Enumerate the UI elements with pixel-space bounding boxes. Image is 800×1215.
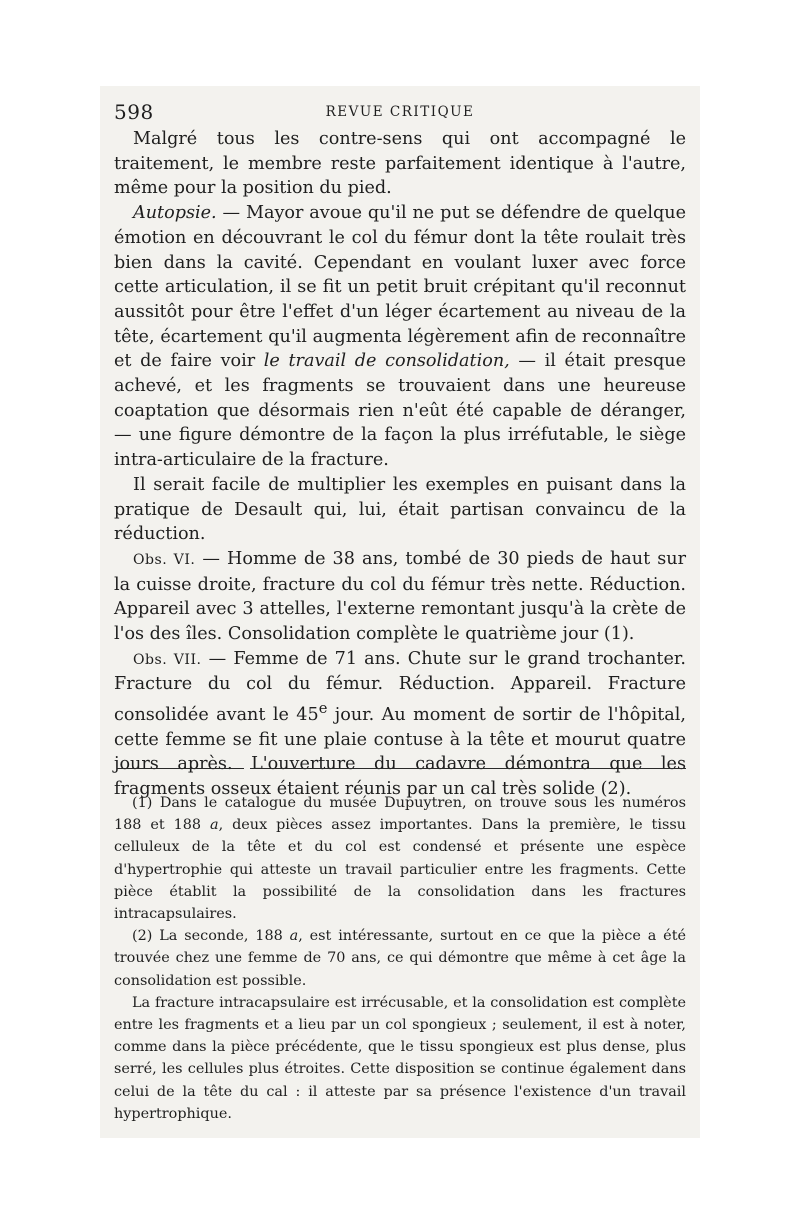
page-header — [114, 100, 686, 126]
observation-vii: Obs. VII. — Femme de 71 ans. Chute sur le grand trochanter. Fracture du col du fémur. Réduction. Appareil. Fracture consolidée avant le 45e jour. Au moment de sortir de l'hôpital, cette femme se fit une plaie contuse à la tête et mourut quatre jours après. L'ouverture du cadavre démontra que les fragments osseux étaient réunis par un cal très solide (2). — [114, 648, 687, 800]
footnote-rule-long — [250, 768, 686, 769]
obs-vii-label: Obs. VII. — [133, 651, 202, 668]
autopsie-label: Autopsie. — [133, 203, 217, 224]
main-text — [114, 127, 686, 802]
paragraph-desault: Il serait facile de multiplier les exemples en puisant dans la pratique de Desault qui, lui, était partisan convaincu de la réduction. — [114, 474, 686, 545]
footnotes — [114, 792, 686, 1125]
footnote-1: (1) Dans le catalogue du musée Dupuytren, on trouve sous les numéros 188 et 188 a, deux pièces assez importantes. Dans la première, le tissu celluleux de la tête et du col est condensé et présente une espèce d'hypertrophie qui atteste un travail particulier entre les fragments. Cette pièce établit la possibilité de la consolidation dans les fractures intracapsulaires. — [114, 795, 686, 923]
running-title: REVUE CRITIQUE — [325, 104, 475, 120]
page-number: 598 — [114, 100, 154, 124]
observation-vi: Obs. VI. — Homme de 38 ans, tombé de 30 pieds de haut sur la cuisse droite, fracture du col du fémur très nette. Réduction. Appareil avec 3 attelles, l'externe remontant jusqu'à la crète de l'os des îles. Consolidation complète le quatrième jour (1). — [114, 548, 687, 645]
footnote-2: (2) La seconde, 188 a, est intéressante, surtout en ce que la pièce a été trouvée chez une femme de 70 ans, ce qui démontre que même à cet âge la consolidation est possible. — [114, 928, 686, 989]
italic-phrase: le travail de consolidation, — [263, 351, 510, 372]
paragraph-autopsie: Autopsie. — Mayor avoue qu'il ne put se défendre de quelque émotion en découvrant le col du fémur dont la tête roulait très bien dans la cavité. Cependant en voulant luxer avec force cette articulation, il se fit un petit bruit crépitant qu'il reconnut aussitôt pour être l'effet d'un léger écartement au niveau de la tête, écartement qu'il augmenta légèrement afin de reconnaître et de faire voir le travail de consolidation, — il était presque achevé, et les fragments se trouvaient dans une heureuse coaptation que désormais rien n'eût été capable de déranger, — une figure démontre de la façon la plus irréfutable, le siège intra-articulaire de la fracture. — [114, 203, 686, 471]
obs-vi-label: Obs. VI. — [133, 551, 196, 568]
paragraph-1: Malgré tous les contre-sens qui ont accompagné le traitement, le membre reste parfaitement identique à l'autre, même pour la position du pied. — [114, 129, 686, 199]
footnote-rule-short — [117, 768, 244, 769]
footnote-2-continued: La fracture intracapsulaire est irrécusable, et la consolidation est complète entre les fragments et a lieu par un col spongieux ; seulement, il est à noter, comme dans la pièce précédente, que le tissu spongieux est plus dense, plus serré, les cellules plus étroites. Cette disposition se continue également dans celui de la tête du cal : il atteste par sa présence l'existence d'un travail hypertrophique. — [114, 994, 686, 1122]
